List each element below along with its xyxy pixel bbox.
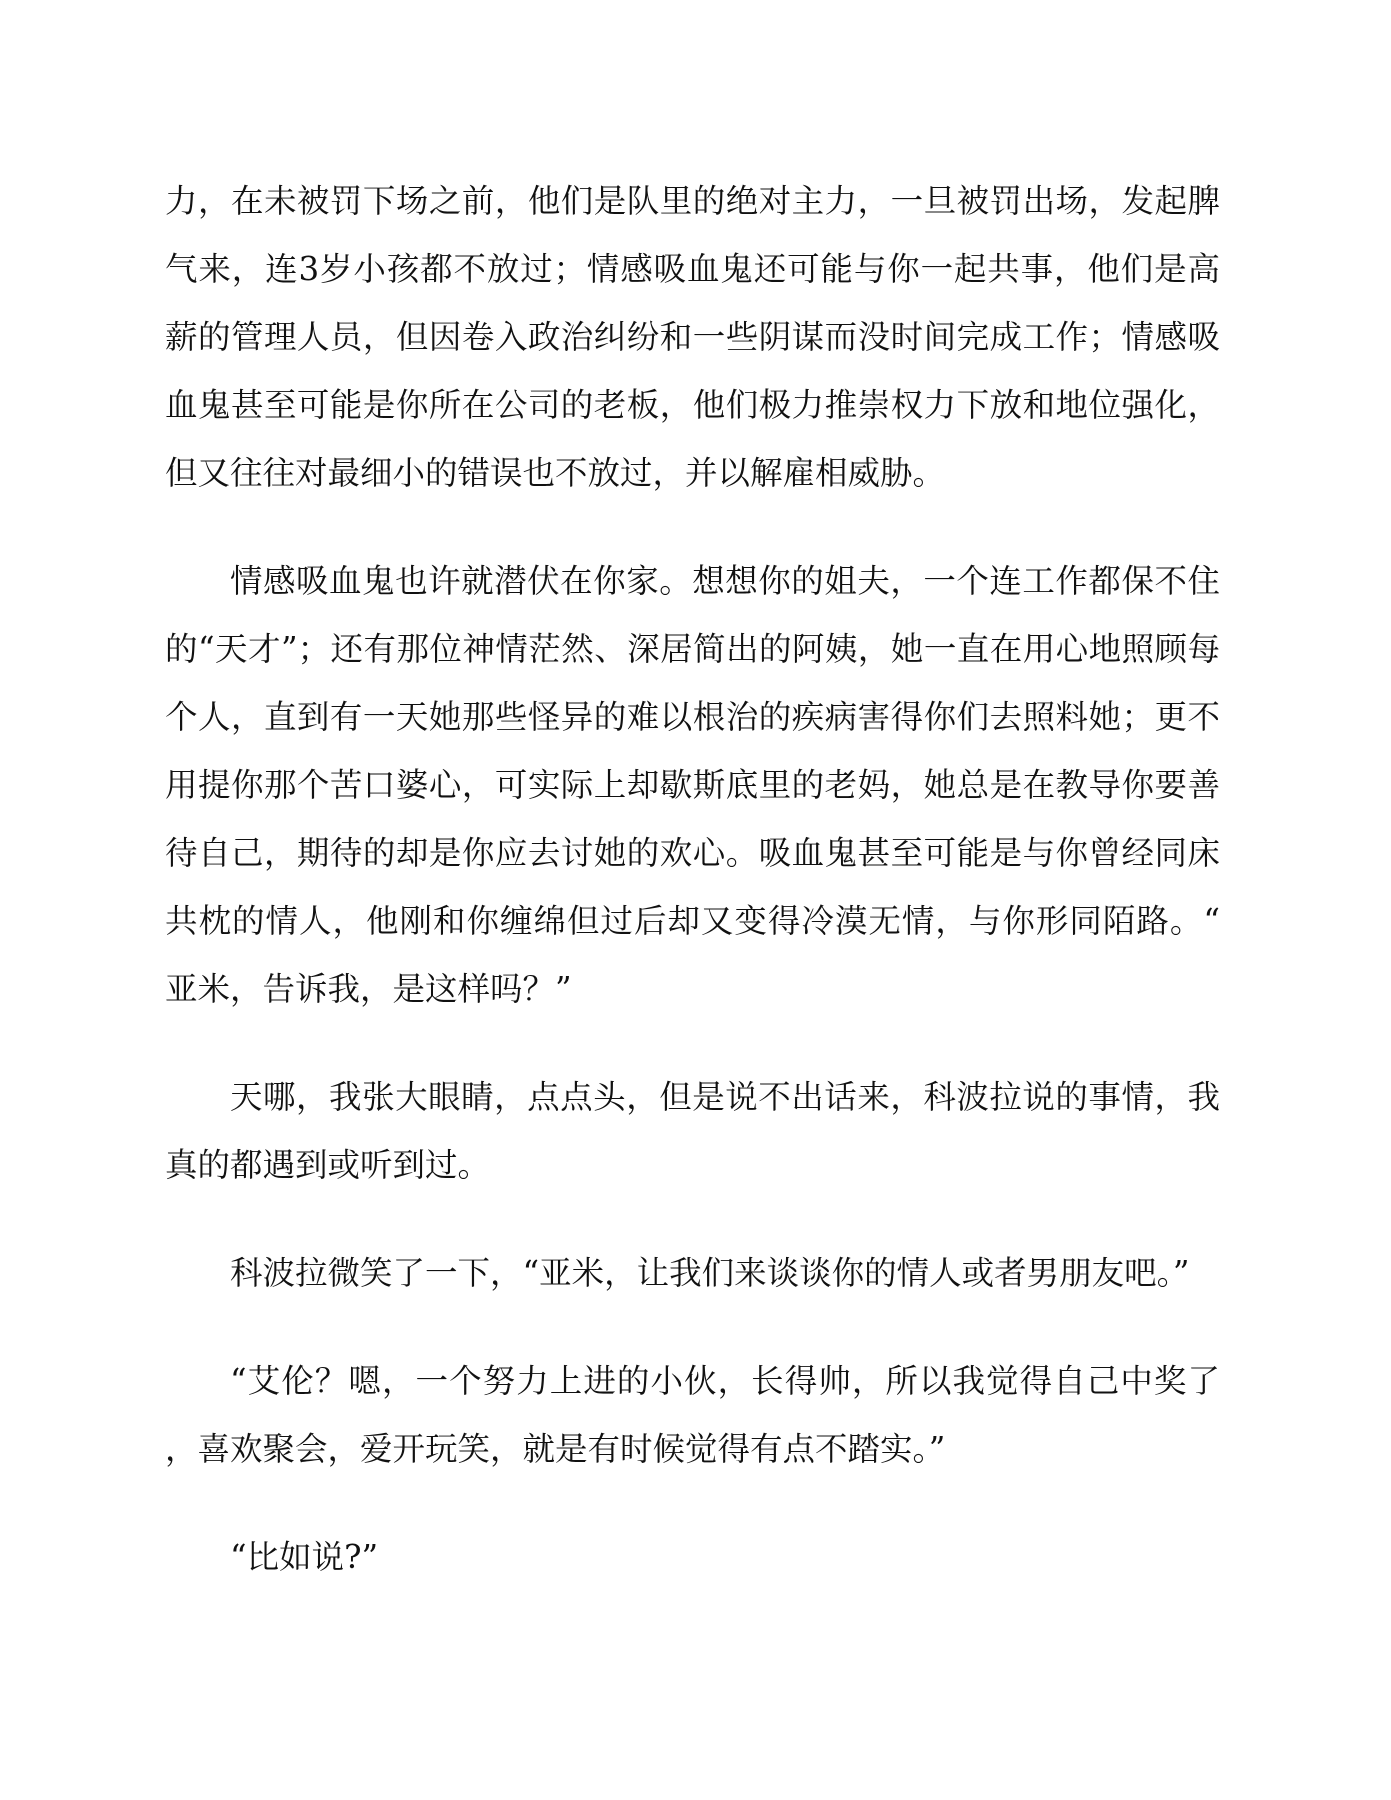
paragraph-3: 天哪，我张大眼睛，点点头，但是说不出话来，科波拉说的事情，我真的都遇到或听到过。	[165, 1078, 1220, 1184]
paragraph-4: 科波拉微笑了一下，“亚米，让我们来谈谈你的情人或者男朋友吧。”	[230, 1254, 1190, 1292]
paragraph-6: “比如说?”	[230, 1538, 379, 1576]
paragraph-5: “艾伦？嗯，一个努力上进的小伙，长得帅，所以我觉得自己中奖了，喜欢聚会，爱开玩笑，就是有时候觉得有点不踏实。”	[165, 1362, 1220, 1468]
body-text	[165, 167, 1220, 1591]
paragraph-1: 力，在未被罚下场之前，他们是队里的绝对主力，一旦被罚出场，发起脾气来，连3岁小孩都不放过；情感吸血鬼还可能与你一起共事，他们是高薪的管理人员，但因卷入政治纠纷和一些阴谋而没时间完成工作；情感吸血鬼甚至可能是你所在公司的老板，他们极力推崇权力下放和地位强化，但又往往对最细小的错误也不放过，并以解雇相威胁。	[165, 182, 1220, 492]
paragraph-2: 情感吸血鬼也许就潜伏在你家。想想你的姐夫，一个连工作都保不住的“天才”；还有那位神情茫然、深居简出的阿姨，她一直在用心地照顾每个人，直到有一天她那些怪异的难以根治的疾病害得你们去照料她；更不用提你那个苦口婆心，可实际上却歇斯底里的老妈，她总是在教导你要善待自己，期待的却是你应去讨她的欢心。吸血鬼甚至可能是与你曾经同床共枕的情人，他刚和你缠绵但过后却又变得冷漠无情，与你形同陌路。“亚米，告诉我，是这样吗？”	[165, 562, 1220, 1008]
